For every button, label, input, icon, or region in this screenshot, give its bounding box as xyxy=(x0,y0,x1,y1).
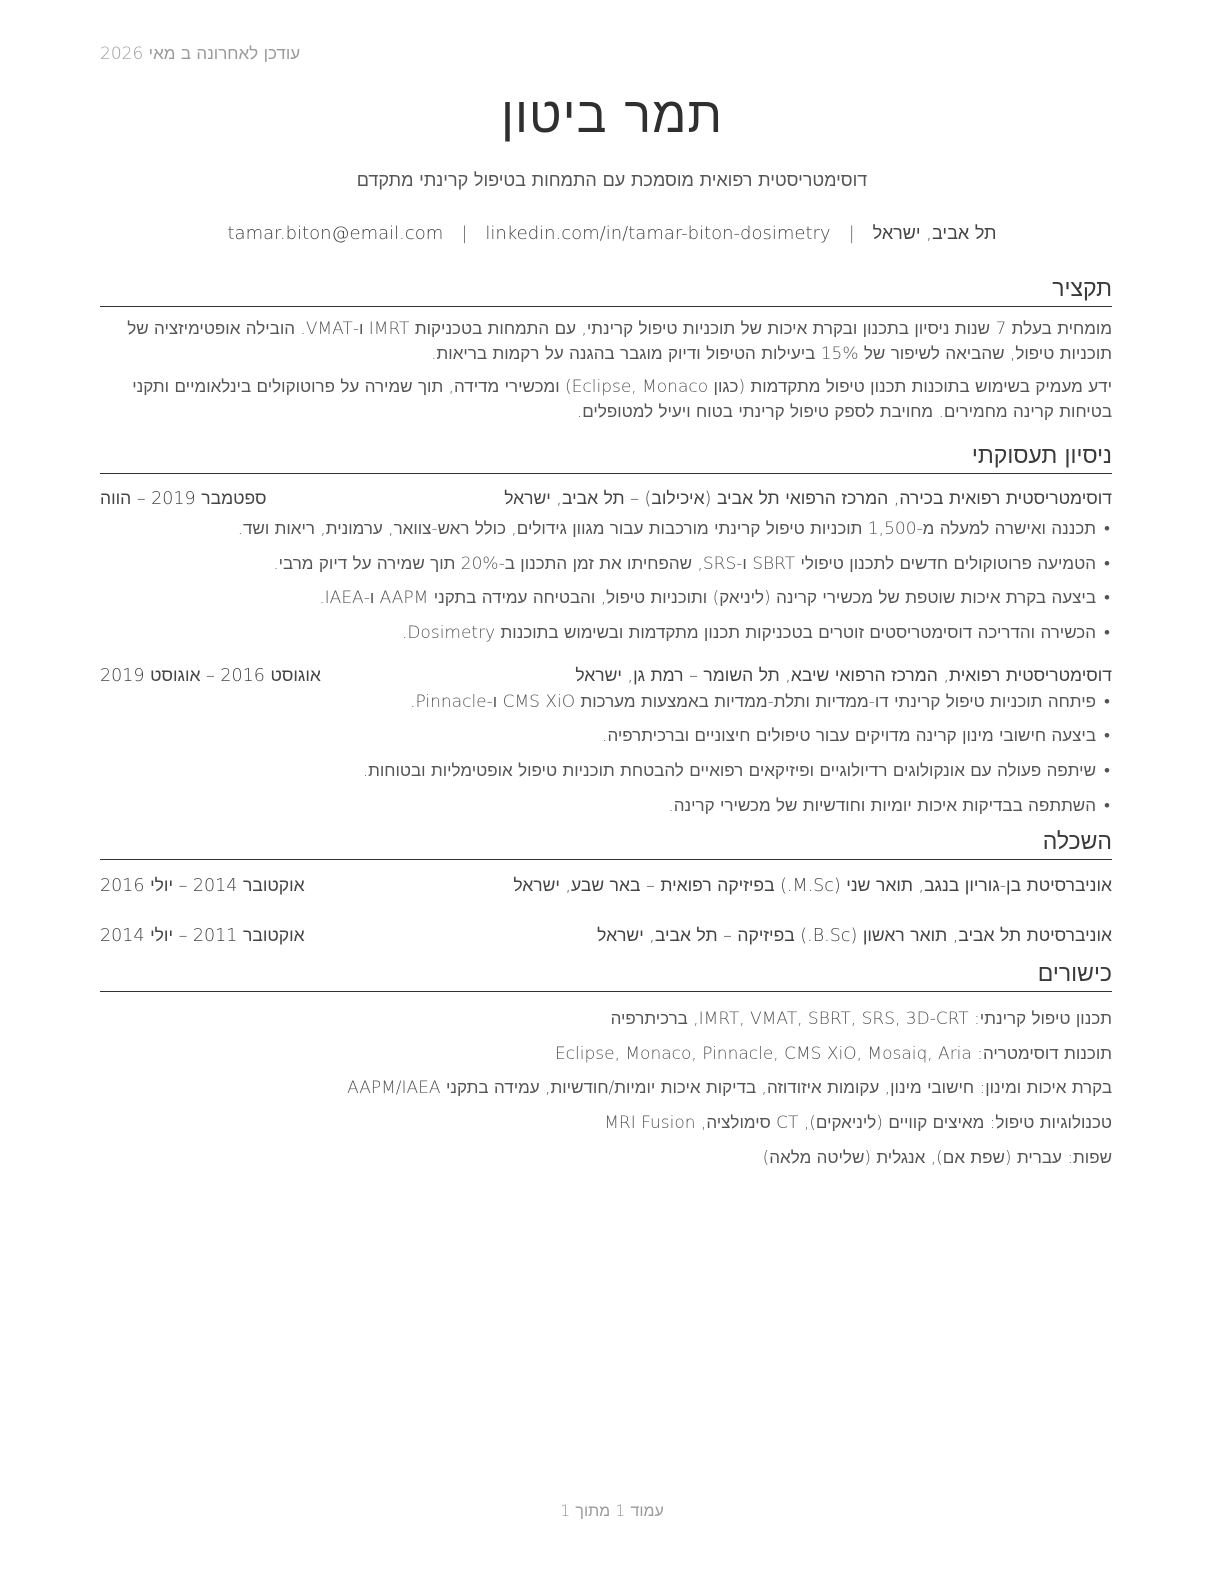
job-bullet: • ביצעה בקרת איכות שוטפת של מכשירי קרינה (ליניאק) ותוכניות טיפול, והבטיחה עמידה בתקני AAPM ו-IAEA. xyxy=(100,585,1096,611)
job-bullet: • הכשירה והדריכה דוסימטריסטים זוטרים בטכניקות תכנון מתקדמות ובשימוש בתוכנות Dosimetry. xyxy=(100,620,1096,646)
education-degree: אוניברסיטת תל אביב, תואר ראשון (B.Sc.) בפיזיקה – תל אביב, ישראל xyxy=(597,926,1112,947)
education-dates: אוקטובר 2014 – יולי 2016 xyxy=(100,876,305,897)
job-header xyxy=(100,663,1112,689)
skill-item: בקרת איכות ומינון: חישובי מינון, עקומות איזודוזה, בדיקות איכות יומיות/חודשיות, עמידה בתקני AAPM/IAEA xyxy=(347,1078,1112,1099)
education-item xyxy=(100,923,1112,949)
contact-linkedin[interactable]: linkedin.com/in/tamar-biton-dosimetry xyxy=(485,223,831,244)
skill-item: תוכנות דוסימטריה: Eclipse, Monaco, Pinnacle, CMS XiO, Mosaiq, Aria xyxy=(554,1043,1112,1064)
job-bullets xyxy=(100,689,1112,819)
job-bullet: • שיתפה פעולה עם אונקולוגים רדיולוגיים ופיזיקאים רפואיים להבטחת תוכניות טיפול אופטימליות ובטוחות. xyxy=(100,758,1096,784)
summary-paragraph: ידע מעמיק בשימוש בתוכנות תכנון טיפול מתקדמות (כגון Eclipse, Monaco) ומכשירי מדידה, תוך שמירה על פרוטוקולים בינלאומיים ותקני בטיחות קרינה מחמירים. מחויבת לספק טיפול קרינתי בטוח ויעיל למטופלים. xyxy=(132,377,1112,422)
education-degree: אוניברסיטת בן-גוריון בנגב, תואר שני (M.Sc.) בפיזיקה רפואית – באר שבע, ישראל xyxy=(513,876,1112,897)
job-bullet: • פיתחה תוכניות טיפול קרינתי דו-ממדיות ותלת-ממדיות באמצעות מערכות CMS XiO ו-Pinnacle. xyxy=(100,689,1096,715)
job-bullets xyxy=(100,516,1112,646)
job-dates: ספטמבר 2019 – הווה xyxy=(100,489,267,509)
job-entry xyxy=(100,663,1112,819)
education-title: השכלה xyxy=(100,827,1112,860)
resume-content xyxy=(100,274,1112,1179)
job-title: דוסימטריסטית רפואית בכירה, המרכז הרפואי תל אביב (איכילוב) – תל אביב, ישראל xyxy=(504,489,1112,509)
summary-paragraph: מומחית בעלת 7 שנות ניסיון בתכנון ובקרת איכות של תוכניות טיפול קרינתי, עם התמחות בטכניקות IMRT ו-VMAT. הובילה אופטימיזציה של תוכניות טיפול, שהביאה לשיפור של 15% ביעילות הטיפול ודיוק מוגבר בהגנה על רקמות בריאות. xyxy=(127,319,1112,364)
job-dates: אוגוסט 2016 – אוגוסט 2019 xyxy=(100,665,321,686)
contact-separator: | xyxy=(848,223,855,244)
summary-title: תקציר xyxy=(100,274,1112,307)
experience-title: ניסיון תעסוקתי xyxy=(100,441,1112,474)
job-bullet: • השתתפה בבדיקות איכות יומיות וחודשיות של מכשירי קרינה. xyxy=(100,793,1096,819)
skill-item: תכנון טיפול קרינתי: IMRT, VMAT, SBRT, SRS, 3D-CRT, ברכיתרפיה xyxy=(610,1009,1112,1030)
job-bullet: • תכננה ואישרה למעלה מ-1,500 תוכניות טיפול קרינתי מורכבות עבור מגוון גידולים, כולל ראש-צוואר, ערמונית, ריאות ושד. xyxy=(100,516,1096,542)
skills-title: כישורים xyxy=(100,959,1112,992)
job-bullet: • ביצעה חישובי מינון קרינה מדויקים עבור טיפולים חיצוניים וברכיתרפיה. xyxy=(100,723,1096,749)
job-entry xyxy=(100,486,1112,646)
education-dates: אוקטובר 2011 – יולי 2014 xyxy=(100,926,305,947)
job-bullet: • הטמיעה פרוטוקולים חדשים לתכנון טיפולי SBRT ו-SRS, שהפחיתו את זמן התכנון ב-20% תוך שמירה על דיוק מרבי. xyxy=(100,551,1096,577)
job-title: דוסימטריסטית רפואית, המרכז הרפואי שיבא, תל השומר – רמת גן, ישראל xyxy=(575,665,1112,686)
contact-email[interactable]: tamar.biton@email.com xyxy=(227,223,444,244)
contact-line xyxy=(0,223,1224,244)
skill-item: טכנולוגיות טיפול: מאיצים קוויים (ליניאקים), CT סימולציה, MRI Fusion xyxy=(604,1112,1112,1133)
candidate-name: תמר ביטון xyxy=(500,86,723,144)
last-updated: עודכן לאחרונה ב מאי 2026 xyxy=(100,44,301,64)
page-number: עמוד 1 מתוך 1 xyxy=(560,1501,664,1520)
skill-item: שפות: עברית (שפת אם), אנגלית (שליטה מלאה) xyxy=(762,1147,1112,1168)
education-item xyxy=(100,873,1112,899)
contact-location: תל אביב, ישראל xyxy=(872,223,997,244)
candidate-subtitle: דוסימטריסטית רפואית מוסמכת עם התמחות בטיפול קרינתי מתקדם xyxy=(356,170,868,191)
contact-separator: | xyxy=(461,223,468,244)
job-header xyxy=(100,486,1112,512)
